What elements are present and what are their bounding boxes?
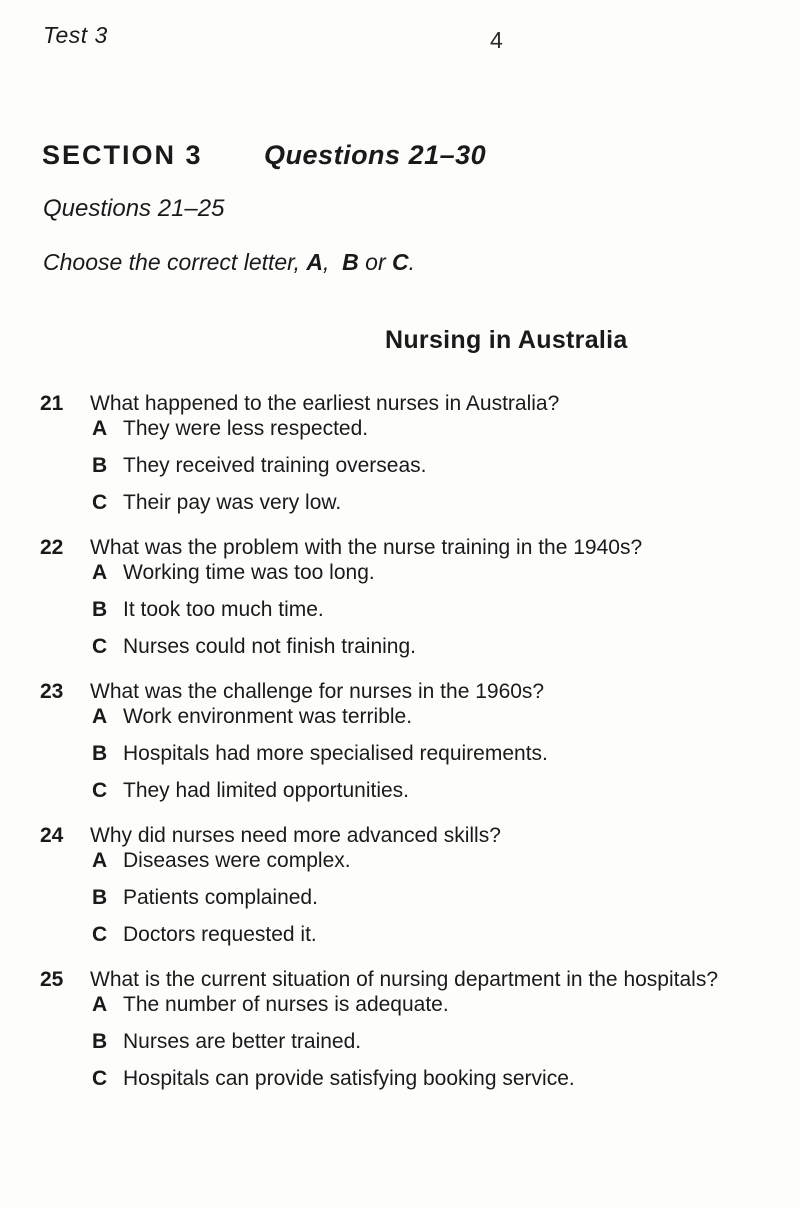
question-line: [0, 391, 799, 416]
option-text: They were less respected.: [123, 417, 369, 440]
option-text: Nurses are better trained.: [123, 1030, 362, 1053]
option-text: Doctors requested it.: [123, 923, 317, 946]
option-text: Working time was too long.: [123, 561, 375, 584]
option-letter: B: [92, 598, 108, 621]
option-letter: B: [92, 454, 108, 477]
instruction-prefix: Choose the correct letter,: [43, 249, 307, 275]
passage-title: Nursing in Australia: [385, 326, 628, 354]
section-title: SECTION 3: [42, 140, 203, 170]
question-25: [0, 967, 799, 1091]
option-22-b: [0, 597, 799, 622]
option-text: Patients complained.: [123, 886, 318, 909]
question-text: What was the challenge for nurses in the 1960s?: [90, 680, 545, 703]
option-letter: A: [92, 849, 108, 872]
option-21-b: [0, 453, 799, 478]
option-22-c: [0, 634, 799, 659]
page-number: 4: [490, 27, 503, 53]
instruction-letter-a: A: [306, 249, 323, 275]
option-23-c: [0, 778, 799, 803]
option-letter: C: [92, 635, 108, 658]
option-25-a: [0, 992, 799, 1017]
option-text: Hospitals had more specialised requirements.: [123, 742, 548, 765]
option-21-c: [0, 490, 799, 515]
instruction-letter-c: C: [392, 249, 409, 275]
section-heading: [42, 140, 799, 170]
option-text: They received training overseas.: [123, 454, 427, 477]
question-text: What happened to the earliest nurses in Australia?: [90, 392, 560, 415]
option-text: Their pay was very low.: [123, 491, 342, 514]
option-letter: B: [92, 886, 108, 909]
option-text: It took too much time.: [123, 598, 324, 621]
question-number: 22: [40, 536, 64, 559]
option-25-b: [0, 1029, 799, 1054]
option-text: The number of nurses is adequate.: [123, 993, 449, 1016]
option-letter: A: [92, 705, 108, 728]
option-23-b: [0, 741, 799, 766]
question-number: 24: [40, 824, 64, 847]
question-24: [0, 823, 799, 947]
option-24-b: [0, 885, 799, 910]
option-letter: C: [92, 779, 108, 802]
option-text: Hospitals can provide satisfying booking service.: [123, 1067, 575, 1090]
option-letter: A: [92, 993, 108, 1016]
option-21-a: [0, 416, 799, 441]
question-line: [0, 967, 799, 992]
question-number: 25: [40, 968, 64, 991]
instruction-sep-ab: ,: [322, 249, 343, 275]
instruction-line: [43, 249, 799, 276]
subsection-label: Questions 21–25: [43, 195, 225, 222]
option-24-a: [0, 848, 799, 873]
question-line: [0, 535, 799, 560]
option-text: Work environment was terrible.: [123, 705, 413, 728]
question-list: [0, 391, 799, 1091]
option-letter: C: [92, 1067, 108, 1090]
option-22-a: [0, 560, 799, 585]
question-number: 21: [40, 392, 64, 415]
option-text: Nurses could not finish training.: [123, 635, 416, 658]
option-letter: B: [92, 1030, 108, 1053]
question-number: 23: [40, 680, 64, 703]
instruction-sep-bc: or: [358, 249, 393, 275]
instruction-suffix: .: [408, 249, 416, 275]
question-text: What is the current situation of nursing department in the hospitals?: [90, 968, 719, 991]
section-question-range: Questions 21–30: [264, 140, 487, 170]
question-23: [0, 679, 799, 803]
question-line: [0, 679, 799, 704]
page-content: [0, 140, 799, 1091]
question-text: What was the problem with the nurse training in the 1940s?: [90, 536, 643, 559]
option-25-c: [0, 1066, 799, 1091]
question-line: [0, 823, 799, 848]
instruction-letter-b: B: [342, 249, 359, 275]
option-letter: B: [92, 742, 108, 765]
option-24-c: [0, 922, 799, 947]
option-text: Diseases were complex.: [123, 849, 351, 872]
option-23-a: [0, 704, 799, 729]
question-22: [0, 535, 799, 659]
option-text: They had limited opportunities.: [123, 779, 409, 802]
option-letter: A: [92, 417, 108, 440]
test-label: Test 3: [43, 22, 108, 48]
question-text: Why did nurses need more advanced skills?: [90, 824, 501, 847]
option-letter: C: [92, 923, 108, 946]
option-letter: A: [92, 561, 108, 584]
option-letter: C: [92, 491, 108, 514]
running-header: [0, 0, 799, 60]
question-21: [0, 391, 799, 515]
